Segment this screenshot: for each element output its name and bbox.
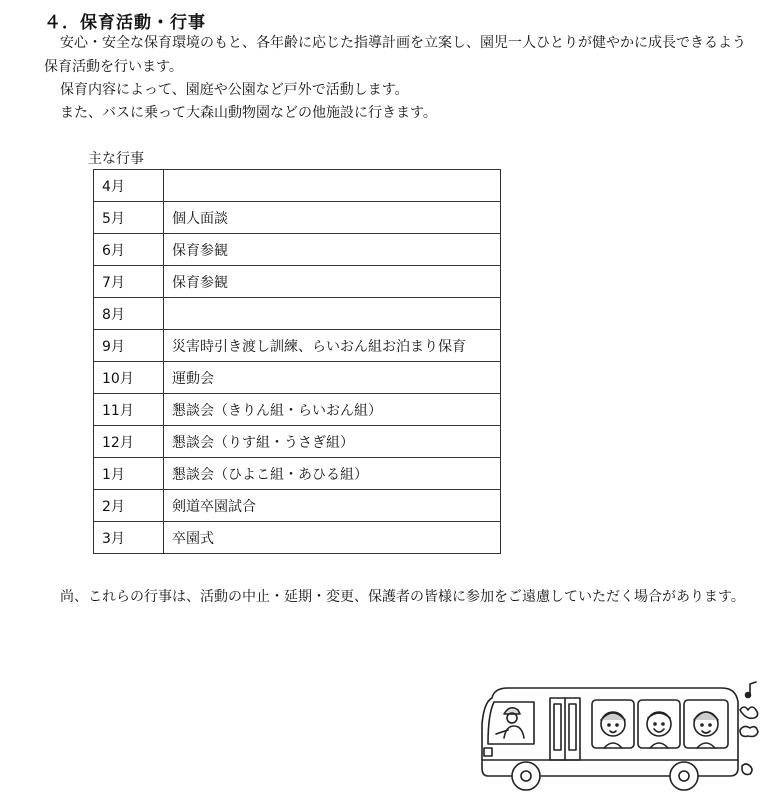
notice-text: 尚、これらの行事は、活動の中止・延期・変更、保護者の皆様に参加をご遠慮していただく場合があります。 [60, 589, 745, 605]
table-row [94, 394, 501, 426]
month-cell: 7月 [94, 266, 164, 298]
month-cell: 3月 [94, 522, 164, 554]
event-cell [164, 298, 501, 330]
event-cell: 保育参観 [164, 234, 501, 266]
month-cell: 11月 [94, 394, 164, 426]
event-cell: 個人面談 [164, 202, 501, 234]
events-table [93, 169, 501, 554]
child-face-2 [647, 712, 671, 748]
table-row [94, 490, 501, 522]
intro-paragraph-line-2: 保育活動を行います。 [44, 59, 183, 75]
event-cell: 剣道卒園試合 [164, 490, 501, 522]
table-row [94, 522, 501, 554]
event-cell: 保育参観 [164, 266, 501, 298]
events-table-caption: 主な行事 [88, 151, 144, 167]
event-cell: 運動会 [164, 362, 501, 394]
month-cell: 12月 [94, 426, 164, 458]
passenger-window-3 [684, 700, 728, 748]
table-row [94, 426, 501, 458]
month-cell: 9月 [94, 330, 164, 362]
passenger-window-2 [638, 700, 680, 748]
table-row [94, 362, 501, 394]
child-face-3 [694, 712, 718, 748]
month-cell: 8月 [94, 298, 164, 330]
front-wheel [512, 762, 540, 790]
intro-paragraph-line-1: 安心・安全な保育環境のもと、各年齢に応じた指導計画を立案し、園児一人ひとりが健やかに成長できるよう [60, 35, 746, 51]
event-cell: 災害時引き渡し訓練、らいおん組お泊まり保育 [164, 330, 501, 362]
passenger-window-1 [592, 700, 634, 748]
event-cell [164, 170, 501, 202]
exhaust-puffs [740, 707, 758, 775]
month-cell: 2月 [94, 490, 164, 522]
rear-wheel [670, 762, 698, 790]
outdoor-activity-paragraph: 保育内容によって、園庭や公園など戸外で活動します。 [60, 82, 409, 98]
table-row [94, 170, 501, 202]
driver-figure [496, 708, 524, 738]
table-row [94, 330, 501, 362]
section-heading: ４．保育活動・行事 [44, 13, 206, 33]
table-row [94, 266, 501, 298]
music-note-icon [746, 682, 757, 698]
child-face-1 [601, 712, 625, 748]
month-cell: 5月 [94, 202, 164, 234]
table-row [94, 234, 501, 266]
month-cell: 10月 [94, 362, 164, 394]
table-row [94, 298, 501, 330]
month-cell: 4月 [94, 170, 164, 202]
table-row [94, 458, 501, 490]
month-cell: 6月 [94, 234, 164, 266]
bus-with-children-illustration [474, 680, 774, 796]
event-cell: 懇談会（きりん組・らいおん組） [164, 394, 501, 426]
event-cell: 懇談会（りす組・うさぎ組） [164, 426, 501, 458]
bus-trip-paragraph: また、バスに乗って大森山動物園などの他施設に行きます。 [60, 105, 437, 121]
month-cell: 1月 [94, 458, 164, 490]
table-row [94, 202, 501, 234]
event-cell: 懇談会（ひよこ組・あひる組） [164, 458, 501, 490]
event-cell: 卒園式 [164, 522, 501, 554]
